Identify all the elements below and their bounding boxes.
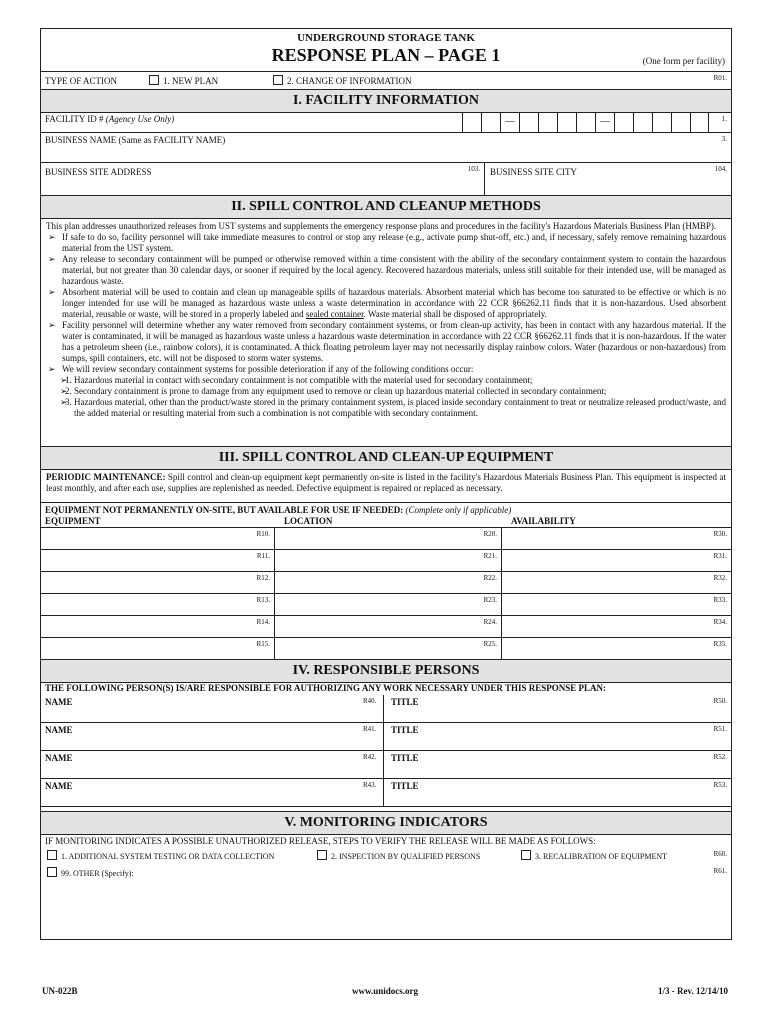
testing-checkbox[interactable]	[47, 850, 57, 860]
fid-box[interactable]	[481, 113, 500, 133]
intro-paragraph: This plan addresses unauthorized releases from UST systems and supplements the emergency response plans and procedures in the facility's Hazardous Materials Business Plan (HMBP).	[46, 221, 717, 231]
change-info-label: 2. CHANGE OF INFORMATION	[287, 76, 412, 86]
equipment-field[interactable]: R11.	[41, 550, 275, 571]
equipment-note: (Complete only if applicable)	[405, 505, 512, 515]
availability-field[interactable]: R32.	[713, 574, 727, 582]
condition-list	[62, 375, 726, 419]
site-address-code: 103.	[467, 165, 480, 173]
inspection-option[interactable]: 2. INSPECTION BY QUALIFIED PERSONS	[317, 850, 480, 861]
name-label: NAME	[45, 753, 73, 763]
fid-box[interactable]: —	[500, 113, 519, 133]
equipment-field[interactable]: R10.	[41, 528, 275, 549]
col-availability: AVAILABILITY	[511, 516, 576, 526]
availability-field[interactable]: R35.	[713, 640, 727, 648]
fid-box[interactable]	[462, 113, 481, 133]
method-bullet: ➢ Any release to secondary containment will be pumped or otherwise removed within a time consistent with the ability of the secondary containment system to contain the hazardous material, but not greater than 30 calendar days, or sooner if required by the local agency. Recovered hazardous materials, unless still suitable for their intended use, will be managed as hazardous waste.	[62, 254, 726, 287]
person-row: NAME R41. TITLE R51.	[41, 723, 731, 751]
pm-label: PERIODIC MAINTENANCE:	[46, 472, 166, 482]
form-supertitle: UNDERGROUND STORAGE TANK	[297, 32, 475, 44]
col-location: LOCATION	[284, 516, 333, 526]
site-address-label: BUSINESS SITE ADDRESS	[45, 167, 152, 177]
spill-control-text	[41, 219, 731, 447]
section-2-title: II. SPILL CONTROL AND CLEANUP METHODS	[41, 196, 731, 219]
availability-field[interactable]: R31.	[713, 552, 727, 560]
fid-box[interactable]	[576, 113, 595, 133]
site-address-field[interactable]	[41, 163, 485, 195]
new-plan-option[interactable]	[149, 75, 218, 86]
method-list	[46, 232, 726, 419]
inspection-checkbox[interactable]	[317, 850, 327, 860]
other-option[interactable]: 99. OTHER (Specify):	[47, 867, 134, 878]
recalibration-checkbox[interactable]	[521, 850, 531, 860]
title-label: TITLE	[391, 697, 419, 707]
equipment-row	[41, 616, 731, 638]
facility-id-note: (Agency Use Only)	[105, 114, 175, 124]
equipment-field[interactable]: R15.	[41, 638, 275, 659]
equipment-field[interactable]: R13.	[41, 594, 275, 615]
title-label: TITLE	[391, 725, 419, 735]
monitoring-code-1: R60.	[713, 850, 727, 858]
fid-box[interactable]	[614, 113, 633, 133]
location-field[interactable]: R23.	[274, 594, 502, 615]
equipment-row	[41, 550, 731, 572]
site-address-row	[41, 163, 731, 196]
fid-box[interactable]	[538, 113, 557, 133]
site-city-code: 104.	[714, 165, 727, 173]
new-plan-label: 1. NEW PLAN	[163, 76, 219, 86]
title-label: TITLE	[391, 753, 419, 763]
col-equipment: EQUIPMENT	[45, 516, 101, 526]
fid-box[interactable]	[671, 113, 690, 133]
footer-website[interactable]: www.unidocs.org	[351, 986, 418, 996]
fid-box[interactable]	[633, 113, 652, 133]
name-label: NAME	[45, 697, 73, 707]
periodic-maintenance	[41, 470, 731, 503]
method-bullet: ➢ We will review secondary containment systems for possible deterioration if any of the following conditions occur: ➢ 1. Hazardous material in contact with secondary containment is not compatible with the material used for secondary containment; ➢ 2. Secondary containment is prone to damage from any equipment used to remove or clean up hazardous material collected in secondary containment; ➢ 3. Hazardous material, other than the product/waste stored in the primary containment system, is placed inside secondary containment to treat or neutralize released product/waste, and the added material or resulting material from such a combination is not compatible with secondary containment.	[62, 364, 726, 419]
availability-field[interactable]: R33.	[713, 596, 727, 604]
person-row: NAME R42. TITLE R52.	[41, 751, 731, 779]
equipment-row	[41, 638, 731, 660]
facility-id-code: 1.	[721, 115, 727, 123]
monitoring-block	[41, 835, 731, 939]
fid-box[interactable]	[690, 113, 709, 133]
section-3-title: III. SPILL CONTROL AND CLEAN-UP EQUIPMENT	[41, 447, 731, 470]
section-5-title: V. MONITORING INDICATORS	[41, 811, 731, 835]
type-of-action-row	[41, 72, 731, 90]
sealed-container-text: sealed container	[305, 309, 364, 319]
facility-id-boxes[interactable]	[462, 113, 709, 133]
equipment-field[interactable]: R14.	[41, 616, 275, 637]
change-info-option[interactable]	[273, 75, 412, 86]
equipment-header	[41, 503, 731, 528]
fid-box[interactable]	[519, 113, 538, 133]
business-name-field[interactable]	[41, 133, 731, 163]
equipment-heading: EQUIPMENT NOT PERMANENTLY ON-SITE, BUT AVAILABLE FOR USE IF NEEDED: (Complete only if applicable)	[45, 505, 512, 515]
section-4-title: IV. RESPONSIBLE PERSONS	[41, 660, 731, 683]
form-header	[41, 29, 731, 72]
fid-box[interactable]: —	[595, 113, 614, 133]
method-bullet: ➢ If safe to do so, facility personnel will take immediate measures to control or stop any release (e.g., activate pump shut-off, etc.) and, if necessary, safely remove remaining hazardous material from the UST system.	[62, 232, 726, 254]
other-checkbox[interactable]	[47, 867, 57, 877]
location-field[interactable]: R22.	[274, 572, 502, 593]
fid-box[interactable]	[652, 113, 671, 133]
business-name-label: BUSINESS NAME (Same as FACILITY NAME)	[45, 135, 226, 145]
method-bullet: ➢ Absorbent material will be used to contain and clean up manageable spills of hazardous materials. Absorbent material which has become too saturated to be effective or which is no longer intended for use will be managed as hazardous waste unless a waste determination in accordance with 22 CCR §66262.11 finds that it is non-hazardous. Used absorbent material, reusable or waste, will be stored in a properly labeled and sealed container. Waste material shall be disposed of appropriately.	[62, 287, 726, 320]
availability-field[interactable]: R30.	[713, 530, 727, 538]
change-info-checkbox[interactable]	[273, 75, 283, 85]
title-label: TITLE	[391, 781, 419, 791]
condition-item: ➢ 3. Hazardous material, other than the product/waste stored in the primary containment system, is placed inside secondary containment to treat or neutralize released product/waste, and the added material or resulting material from such a combination is not compatible with secondary containment.	[74, 397, 726, 419]
equipment-row	[41, 594, 731, 616]
location-field[interactable]: R25.	[274, 638, 502, 659]
site-city-label: BUSINESS SITE CITY	[490, 167, 578, 177]
responsible-heading: THE FOLLOWING PERSON(S) IS/ARE RESPONSIBLE FOR AUTHORIZING ANY WORK NECESSARY UNDER THIS RESPONSE PLAN:	[45, 683, 607, 693]
business-name-code: 3.	[721, 135, 727, 143]
form-note: (One form per facility)	[642, 56, 725, 66]
pm-text: Spill control and clean-up equipment kept permanently on-site is listed in the facility's Hazardous Materials Business Plan. This equipment is inspected at least monthly, and after each use, supplies are replenished as needed. Defective equipment is repaired or replaced as necessary.	[46, 472, 726, 493]
recalibration-option[interactable]: 3. RECALIBRATION OF EQUIPMENT	[521, 850, 667, 861]
new-plan-checkbox[interactable]	[149, 75, 159, 85]
testing-option[interactable]: 1. ADDITIONAL SYSTEM TESTING OR DATA COLLECTION	[47, 850, 274, 861]
location-field[interactable]: R20.	[274, 528, 502, 549]
equipment-row	[41, 572, 731, 594]
monitoring-code-2: R61.	[713, 867, 727, 875]
fid-box[interactable]	[557, 113, 576, 133]
action-code: R01.	[713, 74, 727, 82]
site-city-field[interactable]	[484, 163, 731, 195]
ust-response-plan-form	[40, 28, 732, 940]
equipment-row	[41, 528, 731, 550]
form-title: RESPONSE PLAN – PAGE 1	[271, 45, 501, 65]
monitoring-heading: IF MONITORING INDICATES A POSSIBLE UNAUTHORIZED RELEASE, STEPS TO VERIFY THE RELEASE WILL BE MADE AS FOLLOWS:	[45, 836, 596, 846]
condition-item: ➢ 1. Hazardous material in contact with secondary containment is not compatible with the material used for secondary containment;	[74, 375, 726, 386]
facility-id-label: FACILITY ID # (Agency Use Only)	[45, 114, 175, 124]
footer-form-id: UN-022B	[42, 986, 78, 996]
person-row: NAME R40. TITLE R50.	[41, 695, 731, 723]
location-field[interactable]: R24.	[274, 616, 502, 637]
facility-id-row	[41, 113, 731, 133]
location-field[interactable]: R21.	[274, 550, 502, 571]
name-label: NAME	[45, 725, 73, 735]
type-of-action-label: TYPE OF ACTION	[45, 76, 118, 86]
equipment-field[interactable]: R12.	[41, 572, 275, 593]
section-1-title: I. FACILITY INFORMATION	[41, 90, 731, 113]
person-row: NAME R43. TITLE R53.	[41, 779, 731, 807]
availability-field[interactable]: R34.	[713, 618, 727, 626]
method-bullet: ➢ Facility personnel will determine whether any water removed from secondary containment systems, or from clean-up activity, has been in contact with any hazardous material. If the water is contaminated, it will be managed as hazardous waste unless a hazardous waste determination in accordance with 22 CCR §66262.11 finds that it is non-hazardous. If the water has a petroleum sheen (i.e., rainbow colors), it is contaminated. A thick floating petroleum layer may not necessarily display rainbow colors. Water (hazardous or non-hazardous) from sumps, spill containers, etc. will not be disposed to storm water systems.	[62, 320, 726, 364]
name-label: NAME	[45, 781, 73, 791]
condition-item: ➢ 2. Secondary containment is prone to damage from any equipment used to remove or clean up hazardous material collected in secondary containment;	[74, 386, 726, 397]
footer-revision: 1/3 - Rev. 12/14/10	[658, 986, 728, 996]
